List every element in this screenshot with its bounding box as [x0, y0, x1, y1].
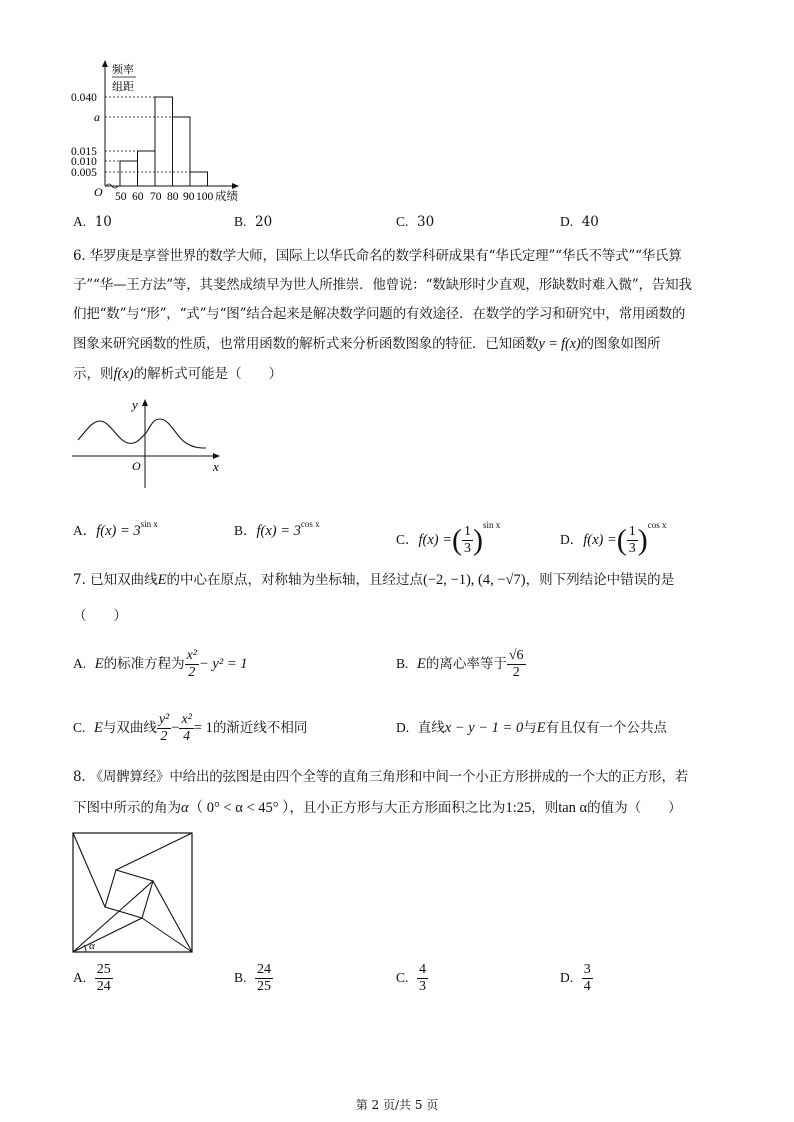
q6-option-b[interactable]: B．$f(x) = 3^{cos x}$ — [234, 519, 320, 539]
q8-option-b[interactable]: B. $\frac{24}{25}$ — [234, 962, 271, 994]
frequency-histogram — [70, 58, 250, 208]
big-square — [73, 833, 192, 952]
q6-function-curve — [78, 419, 206, 448]
xtick-90: 90 — [183, 191, 195, 203]
q6-function-graph — [66, 393, 231, 493]
q6-option-a[interactable]: A．$f(x) = 3^{sin x}$ — [73, 519, 158, 539]
q6-option-c[interactable]: C．f(x) =( $\frac{1}{3}$ )$^{sin x}$ — [396, 520, 501, 557]
histogram-ylabel-top: 频率 — [112, 64, 134, 76]
histogram-xlabel: 成绩 — [215, 191, 238, 203]
histogram-bar-90-100 — [190, 172, 208, 186]
q8-option-c[interactable]: C. $\frac{4}{3}$ — [396, 962, 426, 994]
histogram-bar-60-70 — [138, 151, 156, 186]
ytick-a: a — [94, 110, 100, 124]
q7-option-a[interactable]: A. E的标准方程为 $\frac{\text{x²}}{2}$ − y² = 1 — [73, 648, 248, 680]
ytick-0040: 0.040 — [71, 92, 97, 104]
q5-option-d[interactable]: D. 40 — [560, 214, 599, 230]
q8-option-a[interactable]: A. $\frac{25}{24}$ — [73, 962, 111, 994]
q6-x-label: x — [213, 459, 219, 474]
histogram-bar-70-80 — [155, 97, 173, 186]
histogram-bar-50-60 — [120, 161, 138, 186]
inner-square — [105, 870, 153, 918]
ytick-0005: 0.005 — [71, 167, 97, 179]
q6-origin-label: O — [132, 459, 141, 473]
q6-y-label: y — [132, 397, 138, 412]
histogram-ylabel-bottom: 组距 — [112, 81, 134, 93]
q8-option-d[interactable]: D. $\frac{3}{4}$ — [560, 962, 591, 994]
q5-option-c[interactable]: C. 30 — [396, 214, 435, 230]
q6-line-2: 子”“华—王方法”等，其斐然成绩早为世人所推崇．他曾说：“数缺形时少直观，形缺数时难入微”，告知我 — [73, 277, 692, 293]
q6-line-3: 们把“数”与“形”，“式”与“图”结合起来是解决数学问题的有效途径．在数学的学习和研究中，常用函数的 — [73, 306, 686, 322]
q7-option-d[interactable]: D. 直线x − y − 1 = 0与E有且仅有一个公共点 — [396, 720, 668, 736]
origin-label: O — [94, 185, 103, 199]
q6-line-5: 示，则f(x)的解析式可能是（ ） — [73, 366, 283, 382]
q6-option-d[interactable]: D．f(x) =( $\frac{1}{3}$ )$^{cos x}$ — [560, 520, 667, 557]
histogram-bar-80-90 — [173, 117, 191, 186]
q6-line-1: 6. 华罗庚是享誉世界的数学大师，国际上以华氏命名的数学科研成果有“华氏定理”“华氏不等式”“华氏算 — [73, 248, 682, 264]
q8-string-figure — [72, 832, 194, 954]
q8-line-1: 8. 《周髀算经》中给出的弦图是由四个全等的直角三角形和中间一个小正方形拼成的一个大的正方形，若 — [73, 769, 689, 785]
q6-line-4: 图象来研究函数的性质，也常用函数的解析式来分析函数图象的特征．已知函数y = f(x)的图象如图所 — [73, 336, 661, 352]
page-footer: 第 2 页/共 5 页 — [355, 1098, 439, 1112]
ytick-0010: 0.010 — [71, 156, 97, 168]
xtick-80: 80 — [167, 191, 179, 203]
q7-option-c[interactable]: C. E与双曲线 $\frac{\text{y²}}{2}$ − $\frac{\text{x²}}{4}$ = 1的渐近线不相同 — [73, 712, 308, 744]
xtick-60: 60 — [132, 191, 144, 203]
xtick-100: 100 — [196, 191, 214, 203]
alpha-label: α — [89, 940, 95, 952]
q7-line-1: 7. 已知双曲线E的中心在原点，对称轴为坐标轴，且经过点(−2, −1), (4, −√7)，则下列结论中错误的是 — [73, 572, 675, 588]
xtick-50: 50 — [115, 191, 127, 203]
q8-line-2: 下图中所示的角为α（ 0° < α < 45° ），且小正方形与大正方形面积之比为1:25，则tan α的值为（ ） — [73, 800, 682, 816]
q5-option-b[interactable]: B. 20 — [234, 214, 273, 230]
q5-option-a[interactable]: A. 10 — [73, 214, 112, 230]
ytick-0015: 0.015 — [71, 146, 97, 158]
q7-line-2: （ ） — [73, 608, 127, 624]
q7-option-b[interactable]: B. E的离心率等于 $\frac{√6}{2}$ — [396, 648, 524, 680]
xtick-70: 70 — [150, 191, 162, 203]
